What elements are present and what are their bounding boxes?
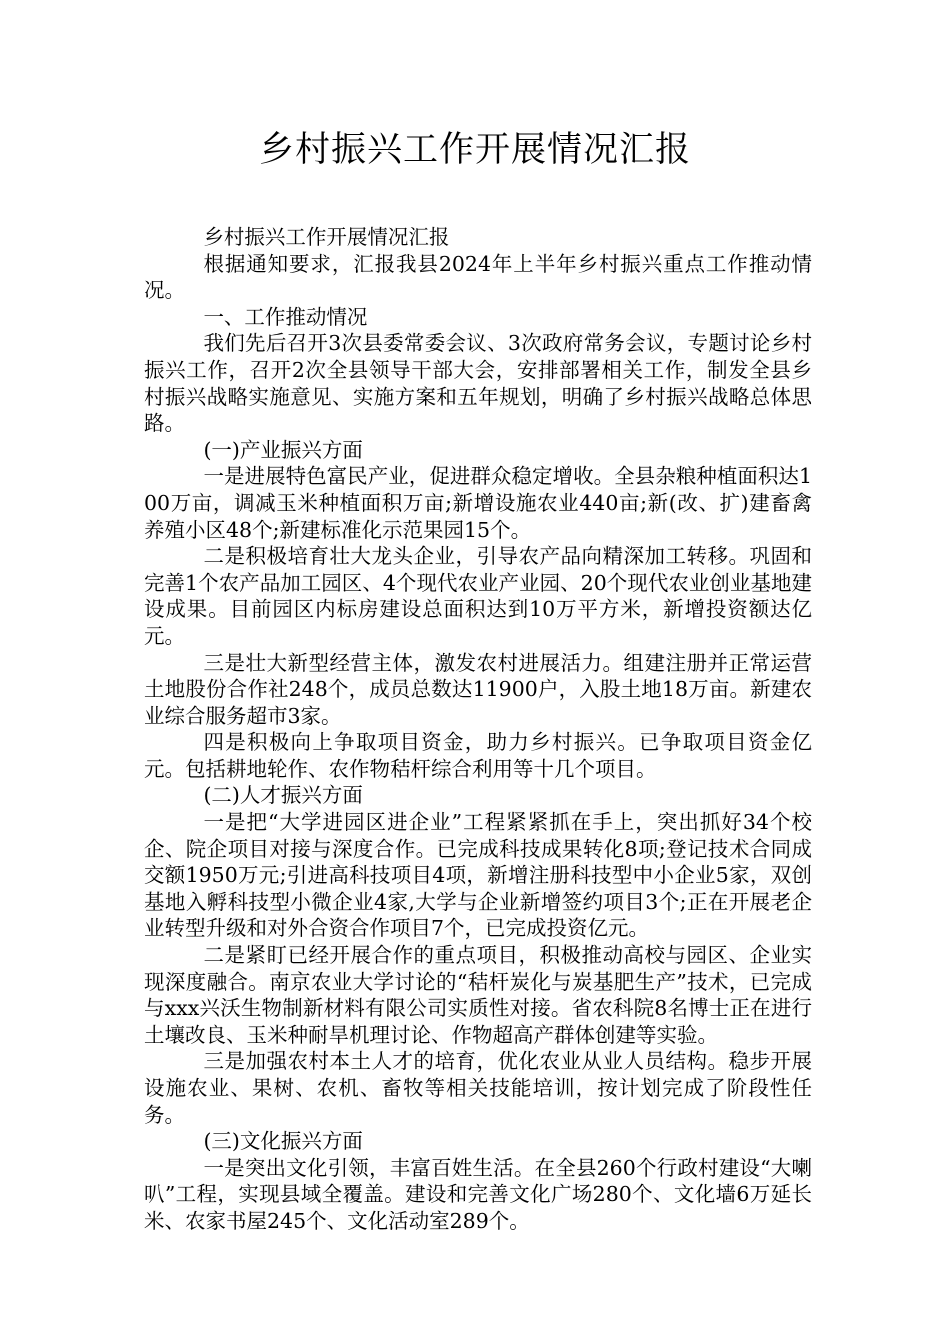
paragraph-talent-3: 三是加强农村本土人才的培育，优化农业从业人员结构。稳步开展设施农业、果树、农机、畜牧等相关技能培训，按计划完成了阶段性任务。: [144, 1049, 812, 1127]
paragraph-intro: 根据通知要求，汇报我县2024年上半年乡村振兴重点工作推动情况。: [144, 251, 812, 303]
paragraph-industry-4: 四是积极向上争取项目资金，助力乡村振兴。已争取项目资金亿元。包括耕地轮作、农作物秸杆综合利用等十几个项目。: [144, 730, 812, 781]
paragraph-industry-2: 二是积极培育壮大龙头企业，引导农产品向精深加工转移。巩固和完善1个农产品加工园区、4个现代农业产业园、20个现代农业创业基地建设成果。目前园区内标房建设总面积达到10万平方米，新增投资额达亿元。: [144, 544, 812, 648]
document-title: 乡村振兴工作开展情况汇报: [258, 130, 691, 170]
paragraph-meetings: 我们先后召开3次县委常委会议、3次政府常务会议，专题讨论乡村振兴工作，召开2次全县领导干部大会，安排部署相关工作，制发全县乡村振兴战略实施意见、实施方案和五年规划，明确了乡村振兴战略总体思路。: [144, 331, 812, 436]
heading-talent: (二)人才振兴方面: [203, 783, 363, 808]
paragraph-talent-1: 一是把“大学进园区进企业”工程紧紧抓在手上，突出抓好34个校企、院企项目对接与深度合作。已完成科技成果转化8项;登记技术合同成交额1950万元;引进高科技项目4项，新增注册科技型中小企业5家，双创基地入孵科技型小微企业4家,大学与企业新增签约项目3个;正在开展老企业转型升级和对外合资合作项目7个，已完成投资亿元。: [144, 810, 812, 941]
paragraph-industry-1: 一是进展特色富民产业，促进群众稳定增收。全县杂粮种植面积达100万亩，调减玉米种植面积万亩;新增设施农业440亩;新(改、扩)建畜禽养殖小区48个;新建标准化示范果园15个。: [144, 464, 812, 542]
paragraph-talent-2: 二是紧盯已经开展合作的重点项目，积极推动高校与园区、企业实现深度融合。南京农业大学讨论的“秸杆炭化与炭基肥生产”技术，已完成与xxx兴沃生物制新材料有限公司实质性对接。省农科院8名博士正在进行土壤改良、玉米种耐旱机理讨论、作物超高产群体创建等实验。: [144, 943, 812, 1047]
document-body: [144, 224, 812, 1235]
paragraph-culture-1: 一是突出文化引领，丰富百姓生活。在全县260个行政村建设“大喇叭”工程，实现县域全覆盖。建设和完善文化广场280个、文化墙6万延长米、农家书屋245个、文化活动室289个。: [144, 1155, 812, 1233]
heading-industry: (一)产业振兴方面: [203, 437, 363, 462]
paragraph-industry-3: 三是壮大新型经营主体，激发农村进展活力。组建注册并正常运营土地股份合作社248个，成员总数达11900户，入股土地18万亩。新建农业综合服务超市3家。: [144, 650, 812, 728]
heading-culture: (三)文化振兴方面: [203, 1129, 363, 1154]
heading-work-progress: 一、工作推动情况: [203, 304, 368, 329]
paragraph-subtitle: 乡村振兴工作开展情况汇报: [203, 225, 450, 249]
